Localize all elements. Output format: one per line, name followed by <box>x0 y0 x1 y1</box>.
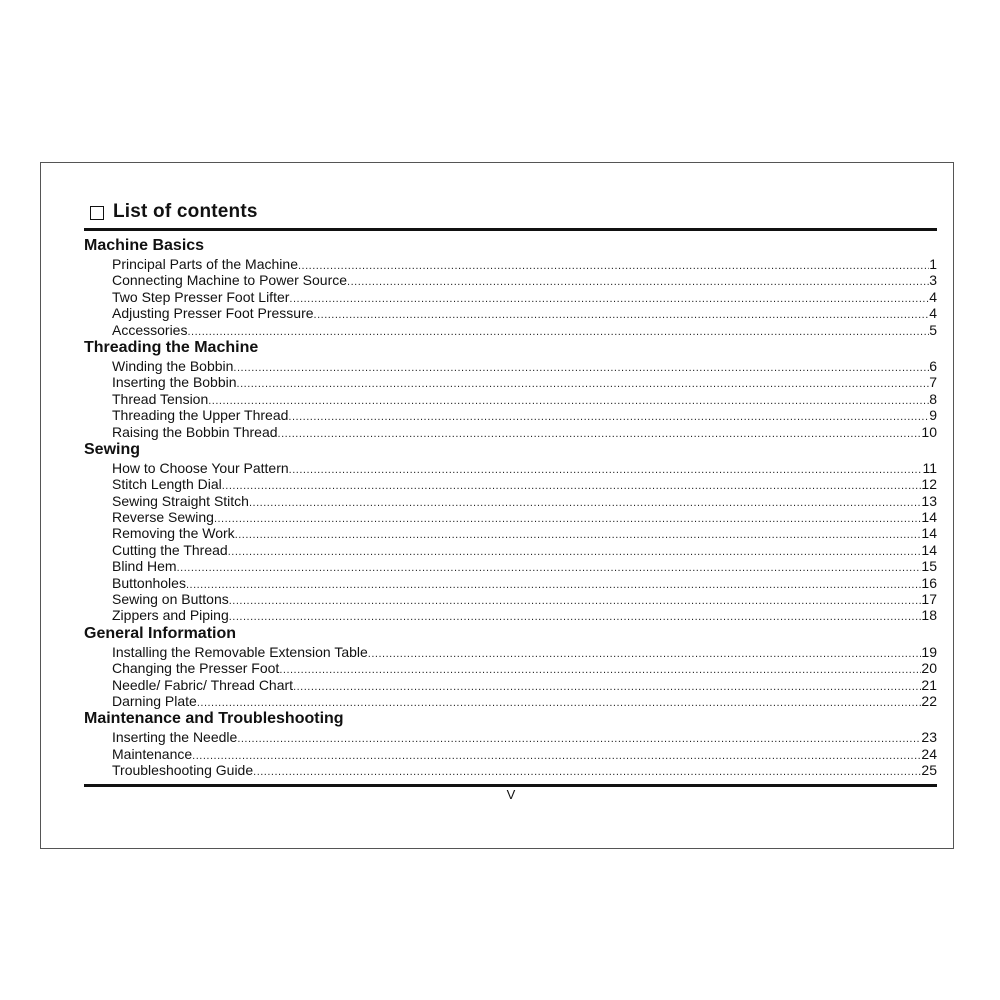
dot-leader <box>253 764 921 780</box>
toc-entry-page: 5 <box>929 321 937 338</box>
toc-entry-label: Accessories <box>112 321 188 338</box>
toc-entry[interactable] <box>84 305 937 321</box>
toc-entry-label: Maintenance <box>112 745 193 762</box>
dot-leader <box>288 409 929 425</box>
toc-entry-label: Blind Hem <box>112 558 177 575</box>
dot-leader <box>314 307 930 323</box>
page-title: List of contents <box>113 201 258 222</box>
dot-leader <box>237 731 921 747</box>
toc-entry[interactable] <box>84 424 937 440</box>
toc-entry-label: Winding the Bobbin <box>112 357 234 374</box>
toc-entry-page: 18 <box>921 607 937 624</box>
toc-entry-label: Sewing on Buttons <box>112 591 229 608</box>
dot-leader <box>177 560 922 576</box>
dot-leader <box>187 324 929 340</box>
dot-leader <box>192 748 921 764</box>
toc-entry-label: Installing the Removable Extension Table <box>112 643 368 660</box>
toc-entry-label: Reverse Sewing <box>112 509 214 526</box>
toc-entry-page: 10 <box>921 423 937 440</box>
toc-entry[interactable] <box>84 762 937 778</box>
toc-entry-page: 21 <box>921 676 937 693</box>
toc-entry[interactable] <box>84 493 937 509</box>
toc-entry[interactable] <box>84 407 937 423</box>
toc-entry-label: Raising the Bobbin Thread <box>112 423 278 440</box>
toc-entry-label: Inserting the Bobbin <box>112 374 237 391</box>
toc-entry-label: Changing the Presser Foot <box>112 660 280 677</box>
toc-entry[interactable] <box>84 660 937 676</box>
toc-entry[interactable] <box>84 729 937 745</box>
toc-entry-page: 16 <box>921 574 937 591</box>
toc-entry[interactable] <box>84 272 937 288</box>
checkbox-icon <box>90 206 104 220</box>
toc-entry[interactable] <box>84 289 937 305</box>
dot-leader <box>289 462 923 478</box>
toc-entry[interactable] <box>84 525 937 541</box>
dot-leader <box>293 679 921 695</box>
toc-entry[interactable] <box>84 374 937 390</box>
dot-leader <box>249 495 921 511</box>
dot-leader <box>237 376 930 392</box>
toc-entry-label: Troubleshooting Guide <box>112 762 254 779</box>
toc-entry-label: Zippers and Piping <box>112 607 229 624</box>
toc-entry[interactable] <box>84 575 937 591</box>
toc-entry-label: How to Choose Your Pattern <box>112 459 289 476</box>
section-heading: Machine Basics <box>84 237 205 254</box>
toc-entry-page: 4 <box>929 305 937 322</box>
dot-leader <box>278 426 922 442</box>
page-number: V <box>506 787 516 802</box>
toc-entry[interactable] <box>84 746 937 762</box>
section-heading: General Information <box>84 624 237 642</box>
toc-entry[interactable] <box>84 558 937 574</box>
toc-entry[interactable] <box>84 693 937 709</box>
toc-entry-page: 11 <box>922 459 937 476</box>
toc-entry-page: 23 <box>921 729 937 746</box>
toc-entry-page: 25 <box>921 762 937 779</box>
toc-entry[interactable] <box>84 476 937 492</box>
dot-leader <box>279 662 921 678</box>
dot-leader <box>298 258 929 274</box>
toc-entry-label: Connecting Machine to Power Source <box>112 272 348 289</box>
toc-entry[interactable] <box>84 677 937 693</box>
toc-entry[interactable] <box>84 322 937 338</box>
header-divider <box>84 228 937 231</box>
dot-leader <box>235 527 922 543</box>
toc-entry[interactable] <box>84 460 937 476</box>
toc-entry-page: 14 <box>921 525 937 542</box>
toc-entry[interactable] <box>84 542 937 558</box>
dot-leader <box>347 274 929 290</box>
toc-entry-page: 14 <box>921 541 937 558</box>
toc-entry[interactable] <box>84 256 937 272</box>
toc-entry[interactable] <box>84 509 937 525</box>
section-heading: Maintenance and Troubleshooting <box>84 710 344 728</box>
dot-leader <box>222 478 922 494</box>
toc-entry-page: 14 <box>921 509 937 526</box>
toc-entry-label: Darning Plate <box>112 692 197 709</box>
toc-entry[interactable] <box>84 607 937 623</box>
section-heading: Threading the Machine <box>84 338 259 356</box>
toc-entry-page: 7 <box>929 374 937 391</box>
toc-entry-page: 17 <box>921 591 937 608</box>
dot-leader <box>233 360 929 376</box>
toc-entry-label: Adjusting Presser Foot Pressure <box>112 305 314 322</box>
toc-entry-page: 6 <box>929 357 937 374</box>
toc-entry-page: 12 <box>921 476 937 493</box>
toc-entry-page: 1 <box>929 256 937 272</box>
dot-leader <box>229 609 922 625</box>
toc-entry-label: Two Step Presser Foot Lifter <box>112 288 290 305</box>
toc-entry-page: 4 <box>929 288 937 305</box>
toc-entry-page: 8 <box>929 390 937 407</box>
toc-entry-label: Stitch Length Dial <box>112 476 222 493</box>
toc-entry-page: 24 <box>921 745 937 762</box>
toc-entry-page: 9 <box>929 407 937 424</box>
toc-entry-label: Cutting the Thread <box>112 541 228 558</box>
toc-entry-page: 22 <box>921 692 937 709</box>
toc-entry-page: 3 <box>929 272 937 289</box>
toc-entry[interactable] <box>84 391 937 407</box>
dot-leader <box>214 511 921 527</box>
section-heading: Sewing <box>84 440 141 458</box>
toc-header <box>88 200 938 230</box>
table-of-contents <box>84 236 937 779</box>
toc-entry[interactable] <box>84 358 937 374</box>
toc-entry-label: Inserting the Needle <box>112 729 238 746</box>
dot-leader <box>289 291 929 307</box>
toc-entry-page: 15 <box>921 558 937 575</box>
dot-leader <box>228 544 922 560</box>
toc-entry-page: 19 <box>921 643 937 660</box>
toc-entry-label: Sewing Straight Stitch <box>112 492 249 509</box>
toc-entry-label: Removing the Work <box>112 525 235 542</box>
dot-leader <box>186 577 921 593</box>
toc-entry-label: Buttonholes <box>112 574 186 591</box>
toc-entry-page: 13 <box>921 492 937 509</box>
dot-leader <box>368 646 922 662</box>
toc-entry-page: 20 <box>921 660 937 677</box>
toc-entry-label: Needle/ Fabric/ Thread Chart <box>112 676 294 693</box>
dot-leader <box>229 593 922 609</box>
toc-entry-label: Thread Tension <box>112 390 209 407</box>
toc-entry-label: Threading the Upper Thread <box>112 407 289 424</box>
toc-entry-label: Principal Parts of the Machine <box>112 256 298 272</box>
toc-entry[interactable] <box>84 591 937 607</box>
toc-entry[interactable] <box>84 644 937 660</box>
dot-leader <box>208 393 929 409</box>
